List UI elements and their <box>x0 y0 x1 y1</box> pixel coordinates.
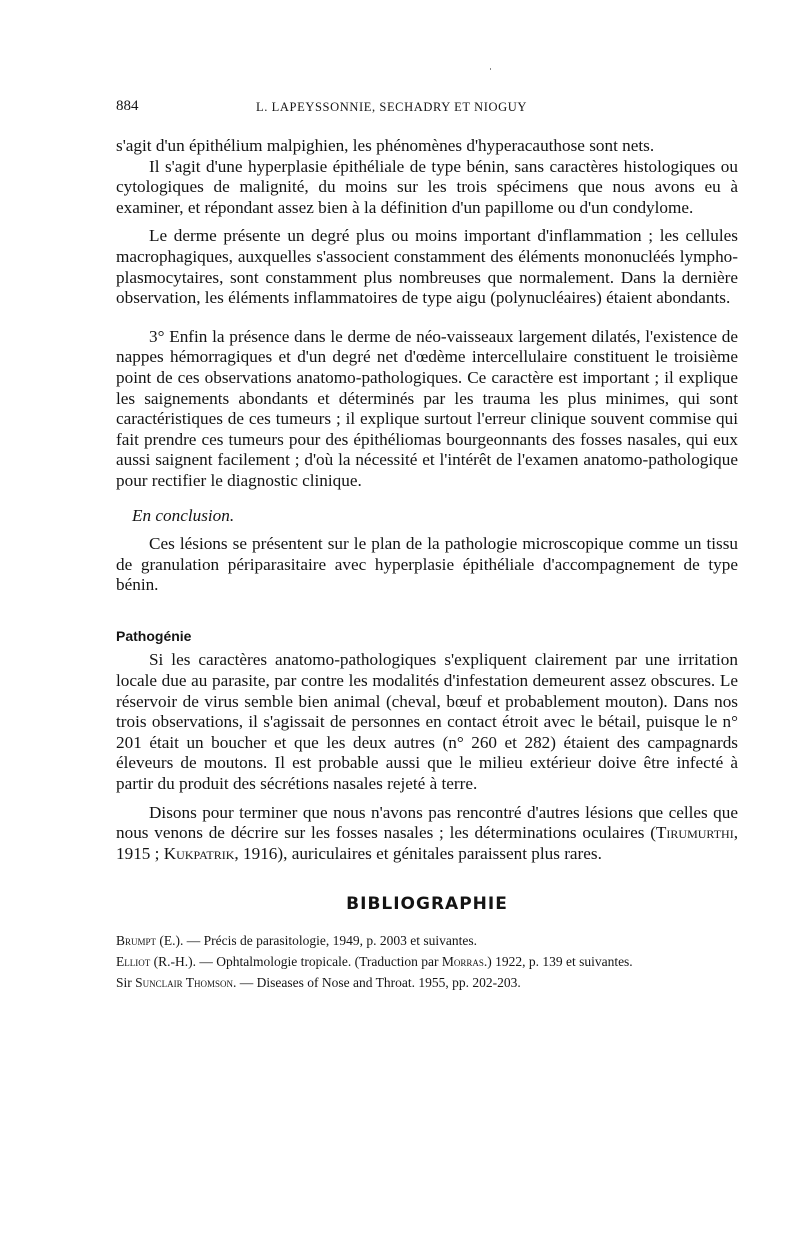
closing-text-end: , 1916), auriculaires et génitales paraissent plus rares. <box>234 843 602 863</box>
bib-details: (R.-H.). — Ophtalmologie tropicale. (Traduction par <box>150 954 442 970</box>
paragraph-closing <box>116 803 738 865</box>
bibliography-heading: BIBLIOGRAPHIE <box>346 894 508 915</box>
closing-text-mid: , 1915 ; <box>116 823 738 863</box>
bib-author: Elliot <box>116 954 151 970</box>
running-title: L. LAPEYSSONNIE, SECHADRY ET NIOGUY <box>256 100 528 114</box>
page-header <box>116 96 738 118</box>
bib-entry-elliot <box>116 953 738 970</box>
scan-mark <box>490 68 491 70</box>
bib-author: Brumpt <box>116 933 157 949</box>
bib-author: Sunclair Thomson <box>135 975 234 991</box>
document-page <box>116 96 738 995</box>
bib-entry-brumpt <box>116 932 738 949</box>
paragraph-conclusion: Ces lésions se présentent sur le plan de la pathologie microscopique comme un tissu de granulation périparasitaire avec hyperplasie épithéliale d'accompagnement de type bénin. <box>116 534 738 595</box>
paragraph-hyperplasia: Il s'agit d'une hyperplasie épithéliale de type bénin, sans caractères histologiques ou cytologiques de malignité, du moins sur les trois spécimens que nous avons eu à examiner, et répondant assez bien à la définition d'un papillome ou d'un condylome. <box>116 156 738 217</box>
bib-entry-thomson <box>116 974 738 991</box>
bibliography-list <box>116 932 738 991</box>
paragraph-third-point: 3° Enfin la présence dans le derme de néo-vaisseaux largement dilatés, l'existence de nappes hémorragiques et d'un degré net d'œdème intercellulaire constituent le troisième point de ces observations anatomo-pathologiques. Ce caractère est important ; il explique les saignements abondants et déterminés par les trauma les plus minimes, qui sont caractéristiques de ces tumeurs ; il explique surtout l'erreur clinique souvent commise qui fait prendre ces tumeurs pour des épithéliomas bourgeonnants des fosses nasales, qui eux aussi saignent facilement ; d'où la nécessité et l'intérêt de l'examen anatomo-pathologique pour rectifier le diagnostic clinique. <box>116 326 738 490</box>
page-number: 884 <box>116 98 139 114</box>
closing-author-1: Tirumurthi <box>655 823 734 843</box>
conclusion-heading: En conclusion. <box>132 505 235 525</box>
section-heading-pathogenie: Pathogénie <box>116 627 192 644</box>
closing-author-2: Kukpatrik <box>163 843 235 863</box>
paragraph-pathogenie: Si les caractères anatomo-pathologiques s'expliquent clairement par une irritation locale due au parasite, par contre les modalités d'infestation demeurent assez obscures. Le réservoir de virus semble bien animal (cheval, bœuf et probablement mouton). Dans nos trois observations, il s'agissait de personnes en contact étroit avec le bétail, puisque le n° 201 était un boucher et que les deux autres (n° 260 et 282) étaient des campagnards éleveurs de moutons. Il est probable aussi que le milieu extérieur doive être infecté à partir du produit des sécrétions nasales rejeté à terre. <box>116 650 738 794</box>
bib-details-end: ) 1922, p. 139 et suivantes. <box>487 954 633 970</box>
paragraph-dermis: Le derme présente un degré plus ou moins important d'inflammation ; les cellules macrophagiques, auxquelles s'associent constamment des éléments mononucléés lympho-plasmocytaires, sont constamment plus nombreuses que normalement. Dans la dernière observation, les éléments inflammatoires de type aigu (polynucléaires) étaient abondants. <box>116 226 738 308</box>
bib-prefix: Sir <box>116 975 136 991</box>
paragraph-continuation: s'agit d'un épithélium malpighien, les phénomènes d'hyperacauthose sont nets. <box>116 136 655 155</box>
bib-translator: Morras. <box>441 954 488 970</box>
bib-details: . — Diseases of Nose and Throat. 1955, pp. 202-203. <box>233 975 521 991</box>
closing-text-start: Disons pour terminer que nous n'avons pas rencontré d'autres lésions que celles que nous venons de décrire sur les fosses nasales ; les déterminations oculaires ( <box>116 802 738 843</box>
bib-details: (E.). — Précis de parasitologie, 1949, p. 2003 et suivantes. <box>156 933 477 949</box>
article-body <box>116 136 738 864</box>
